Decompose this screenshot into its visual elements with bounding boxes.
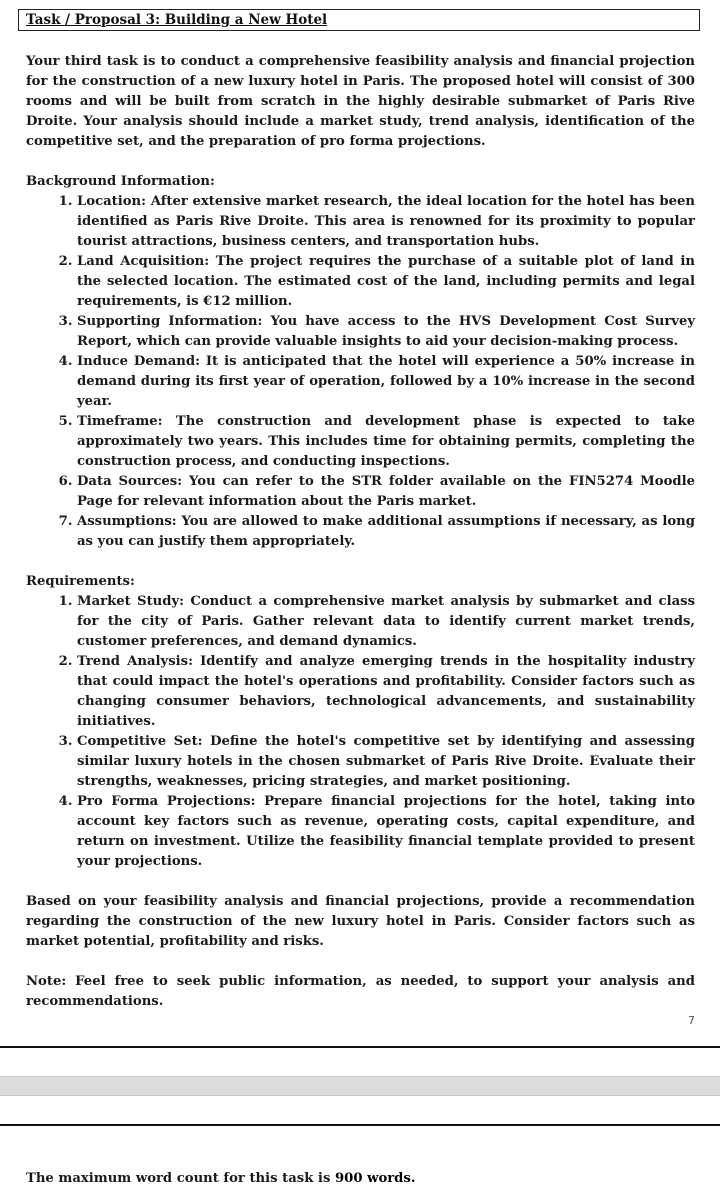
recommendation-paragraph: Based on your feasibility analysis and financial projections, provide a recommendation regarding the construction of the new luxury hotel in Paris. Consider factors such as market potential, profitability and risks.: [26, 894, 695, 949]
word-count-value: 900 words.: [334, 1171, 416, 1186]
requirements-heading: Requirements:: [26, 574, 135, 589]
task-title-box: [18, 9, 700, 31]
background-heading: Background Information:: [26, 174, 215, 189]
requirement-item-market-study: 1. Market Study: Conduct a comprehensive market analysis by submarket and class for the city of Paris. Gather relevant data to identify current market trends, customer preferences, and demand dynamics.: [77, 592, 695, 652]
background-item-land: 2. Land Acquisition: The project requires the purchase of a suitable plot of land in the selected location. The estimated cost of the land, including permits and legal requirements, is €12 million.: [77, 252, 695, 312]
background-item-timeframe: 5. Timeframe: The construction and development phase is expected to take approximately two years. This includes time for obtaining permits, completing the construction process, and conducting inspections.: [77, 412, 695, 472]
word-count-prefix: The maximum word count for this task is: [26, 1171, 335, 1186]
page-break-rule-top: [0, 1046, 720, 1048]
background-list: [26, 192, 695, 552]
page-number: 7: [688, 1014, 695, 1027]
background-item-supporting: 3. Supporting Information: You have access to the HVS Development Cost Survey Report, which can provide valuable insights to aid your decision-making process.: [77, 312, 695, 352]
background-item-assumptions: 7. Assumptions: You are allowed to make additional assumptions if necessary, as long as you can justify them appropriately.: [77, 512, 695, 552]
task-title: Task / Proposal 3: Building a New Hotel: [26, 12, 328, 28]
page-break-rule-bottom: [0, 1124, 720, 1126]
background-item-location: 1. Location: After extensive market research, the ideal location for the hotel has been identified as Paris Rive Droite. This area is renowned for its proximity to popular tourist attractions, business centers, and transportation hubs.: [77, 192, 695, 252]
requirement-item-competitive-set: 3. Competitive Set: Define the hotel's competitive set by identifying and assessing similar luxury hotels in the chosen submarket of Paris Rive Droite. Evaluate their strengths, weaknesses, pricing strategies, and market positioning.: [77, 732, 695, 792]
requirement-item-pro-forma: 4. Pro Forma Projections: Prepare financial projections for the hotel, taking into account key factors such as revenue, operating costs, capital expenditure, and return on investment. Utilize the feasibility financial template provided to present your projections.: [77, 792, 695, 872]
requirements-list: [26, 592, 695, 872]
background-item-data-sources: 6. Data Sources: You can refer to the STR folder available on the FIN5274 Moodle Page for relevant information about the Paris market.: [77, 472, 695, 512]
intro-paragraph: Your third task is to conduct a comprehensive feasibility analysis and financial projection for the construction of a new luxury hotel in Paris. The proposed hotel will consist of 300 rooms and will be built from scratch in the highly desirable submarket of Paris Rive Droite. Your analysis should include a market study, trend analysis, identification of the competitive set, and the preparation of pro forma projections.: [26, 54, 695, 149]
note-paragraph: Note: Feel free to seek public information, as needed, to support your analysis and recommendations.: [26, 974, 695, 1009]
task-content: [26, 52, 695, 1012]
word-count-note: [26, 1171, 415, 1186]
background-item-demand: 4. Induce Demand: It is anticipated that the hotel will experience a 50% increase in demand during its first year of operation, followed by a 10% increase in the second year.: [77, 352, 695, 412]
requirement-item-trend-analysis: 2. Trend Analysis: Identify and analyze emerging trends in the hospitality industry that could impact the hotel's operations and profitability. Consider factors such as changing consumer behaviors, technological advancements, and sustainability initiatives.: [77, 652, 695, 732]
page-separator-band: [0, 1076, 720, 1096]
